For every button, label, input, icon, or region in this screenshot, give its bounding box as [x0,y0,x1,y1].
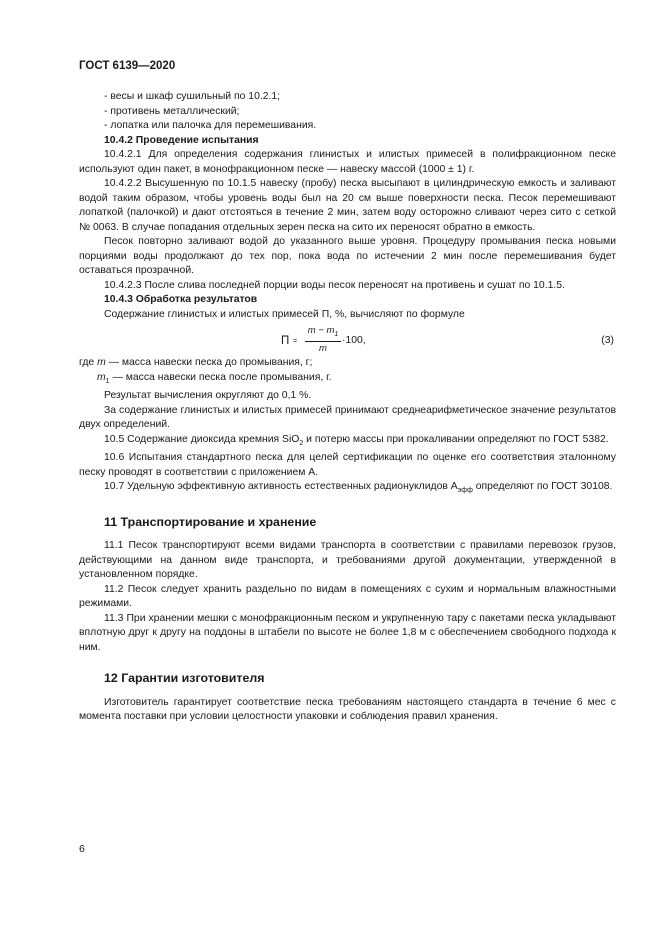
formula-3 [79,327,616,353]
p107-text-b: определяют по ГОСТ 30108. [472,481,613,493]
list-item: - весы и шкаф сушильный по 10.2.1; [104,91,281,102]
formula-numerator [305,325,341,342]
symbol-m: m [97,357,106,368]
paragraph-10-7 [79,480,616,499]
paragraph-rounding: Результат вычисления округляют до 0,1 %. [104,390,312,402]
paragraph-11-1: 11.1 Песок транспортируют всеми видами транспорта в соответствии с правилами перевозок грузов, действующими на данном виде транспорта, и требованиями другой документации, утвержденной в установленном порядке. [79,540,616,581]
symbol-m1-subscript: 1 [105,377,110,385]
subsection-title-10-4-2: 10.4.2 Проведение испытания [104,134,259,146]
numerator-text: m − m [307,325,335,336]
list-item: - лопатка или палочка для перемешивания. [104,120,317,131]
paragraph-10-5 [79,433,616,452]
section-title-12: 12 Гарантии изготовителя [104,671,265,686]
paragraph-11-3: 11.3 При хранении мешки с монофракционным песком и укрупненную тару с пакетами песка укладывают вплотную друг к другу на поддоны в штабели по высоте не более 1,8 м с обеспечением свободного подхода к ним. [79,612,616,653]
page-number: 6 [79,843,85,855]
paragraph-10-6: 10.6 Испытания стандартного песка для целей сертификации по оценке его соответствия эталонному песку проводят в соответствии с приложением А. [79,452,616,478]
standard-header: ГОСТ 6139—2020 [79,60,176,72]
paragraph-mean: За содержание глинистых и илистых примесей принимают среднеарифметическое значение результатов двух определений. [79,404,616,431]
p107-text-a: 10.7 Удельную эффективную активность естественных радионуклидов А [104,481,458,493]
p107-subscript: эфф [457,487,473,495]
paragraph-repeat-washing: Песок повторно заливают водой до указанного выше уровня. Процедуру промывания песка новыми порциями воды продолжают до тех пор, пока вода по истечении 2 мин после перемешивания будет оставаться прозрачной. [79,236,616,276]
paragraph-12: Изготовитель гарантирует соответствие песка требованиям настоящего стандарта в течение 6 мес с момента поставки при условии целостности упаковки и соблюдения правил хранения. [79,696,616,723]
numerator-subscript: 1 [334,330,339,338]
formula-multiplier: ·100, [342,335,366,346]
symbol-m1: m [97,371,106,383]
p105-subscript: 2 [299,439,304,447]
page-body [79,90,616,725]
formula-fraction [305,325,341,355]
section-title-11: 11 Транспортирование и хранение [104,514,317,529]
paragraph-11-2: 11.2 Песок следует хранить раздельно по видам в помещениях с сухим и нормальным влажностными режимами. [79,583,616,610]
formula-equals: = [293,338,298,345]
where-m1 [79,371,616,390]
where-m-text: — масса навески песка до промывания, г; [105,357,313,368]
where-m1-text: — масса навески песка после промывания, г. [109,371,332,383]
paragraph-10-4-2-3: 10.4.2.3 После слива последней порции воды песок переносят на противень и сушат по 10.1.5. [104,279,565,291]
where-m [79,356,616,371]
formula-lhs: П [281,335,290,347]
formula-number: (3) [601,335,614,346]
p105-text-a: 10.5 Содержание диоксида кремния SiO [104,433,300,445]
paragraph-formula-intro: Содержание глинистых и илистых примесей П, %, вычисляют по формуле [104,308,465,320]
p105-text-b: и потерю массы при прокаливании определяют по ГОСТ 5382. [303,433,609,445]
where-prefix: где [79,357,98,368]
subsection-title-10-4-3: 10.4.3 Обработка результатов [104,294,258,305]
paragraph-10-4-2-2: 10.4.2.2 Высушенную по 10.1.5 навеску (пробу) песка высыпают в цилиндрическую емкость и заливают водой таким образом, чтобы уровень воды был на 20 см выше поверхности песка. Песок перемешивают лопаткой (палочкой) и дают отстояться в течение 2 мин, затем воду осторожно сливают через сито с сеткой № 0063. В случае попадания отдельных зерен песка на сито их переносят обратно в емкость. [79,178,616,233]
list-item: - противень металлический; [104,105,240,117]
formula-denominator: m [319,342,327,354]
paragraph-10-4-2-1: 10.4.2.1 Для определения содержания глинистых и илистых примесей в полифракционном песке используют один пакет, в монофракционном песке — навеску массой (1000 ± 1) г. [79,149,616,175]
